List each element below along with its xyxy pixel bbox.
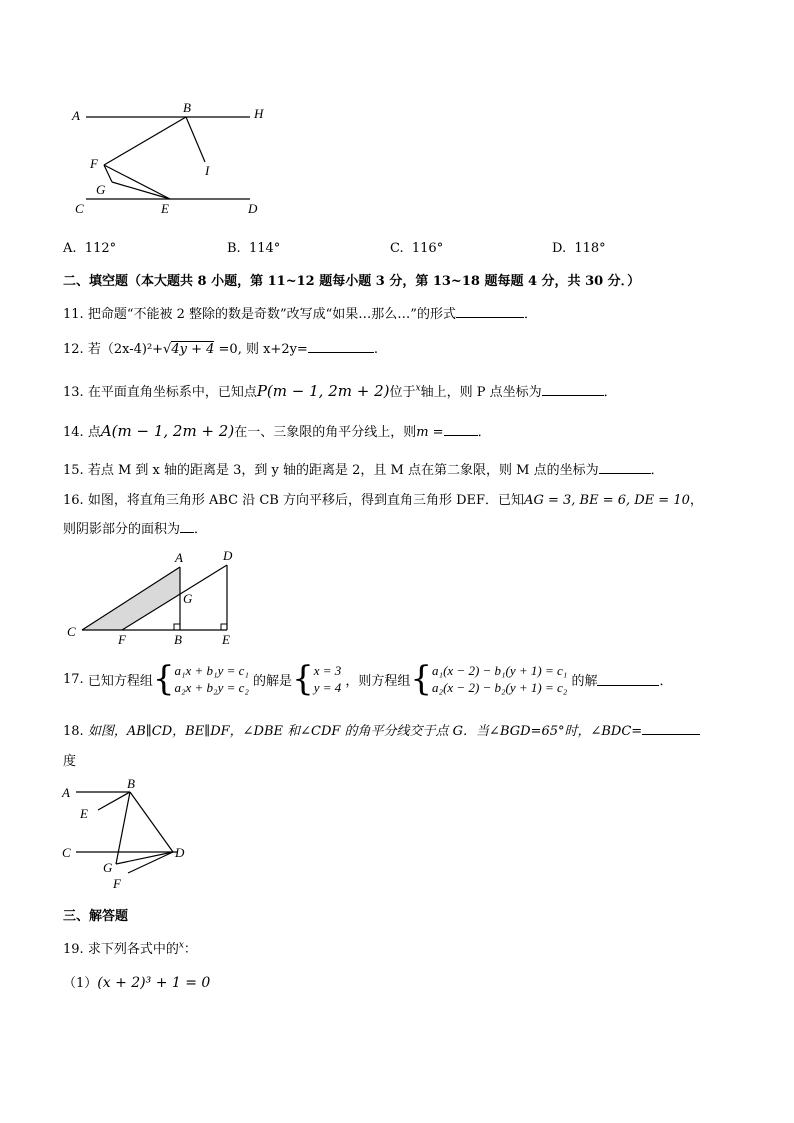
question-14: 14. 点A(m − 1, 2m + 2)在一、三象限的角平分线上，则m = ． [63, 422, 491, 440]
question-19-part1: （1）(x + 2)³ + 1 = 0 [63, 975, 211, 991]
fig3-label-F: F [113, 876, 121, 891]
fig3-label-A: A [62, 785, 70, 800]
fig3-label-B: B [127, 776, 135, 791]
question-16-line1: 16. 如图，将直角三角形 ABC 沿 CB 方向平移后，得到直角三角形 DEF．已知AG = 3, BE = 6, DE = 10， [63, 493, 703, 508]
section2-title: 二、填空题（本大题共 8 小题，第 11~12 题每小题 3 分，第 13~18 题每题 4 分，共 30 分．） [63, 274, 641, 289]
solution: x = 3 y = 4 [313, 663, 342, 695]
question-18-line2: 度 [63, 754, 77, 769]
fig2-label-F: F [118, 632, 126, 647]
fig1-label-A: A [72, 108, 80, 123]
question-12: 12. 若（2x-4)²+√4y + 4 =0, 则 x+2y= . [63, 342, 378, 357]
option-d[interactable]: D. 118° [552, 241, 606, 256]
answer-blank-11[interactable] [456, 305, 524, 318]
fig2-label-A: A [175, 550, 183, 565]
figure-translated-triangles [62, 548, 252, 648]
fig1-label-C: C [75, 201, 84, 216]
fig1-label-F: F [90, 156, 98, 171]
system-2: a₁(x − 2) − b₁(y + 1) = c₁ a₂(x − 2) − b₂(y + 1) = c₂ [432, 663, 568, 695]
answer-blank-14[interactable] [444, 423, 478, 436]
fig2-label-E: E [222, 632, 230, 647]
answer-blank-15[interactable] [599, 461, 651, 474]
answer-blank-16[interactable] [180, 520, 194, 533]
fig2-label-C: C [67, 624, 76, 639]
question-18-line1: 18. 如图，AB∥CD，BE∥DF，∠DBE 和∠CDF 的角平分线交于点 G．当∠BGD=65°时，∠BDC= [63, 720, 700, 739]
question-11: 11. 把命题“不能被 2 整除的数是奇数”改写成“如果…那么…”的形式 ． [63, 307, 537, 322]
question-16-line2: 则阴影部分的面积为 ． [63, 522, 208, 537]
answer-blank-12[interactable] [308, 340, 374, 353]
option-c[interactable]: C. 116° [390, 241, 444, 256]
fig1-label-G: G [96, 182, 106, 197]
sqrt-sign: √ [163, 342, 172, 357]
answer-blank-13[interactable] [542, 383, 604, 396]
fig1-label-E: E [161, 201, 169, 216]
fig1-label-D: D [248, 201, 258, 216]
system-1: a₁x + b₁y = c₁ a₂x + b₂y = c₂ [174, 663, 249, 695]
section3-title: 三、解答题 [63, 909, 129, 924]
fig3-label-E: E [80, 806, 88, 821]
answer-blank-17[interactable] [597, 673, 659, 686]
fig3-label-C: C [62, 845, 71, 860]
fig1-label-I: I [205, 163, 210, 178]
fig1-label-B: B [183, 100, 191, 115]
fig2-label-B: B [174, 632, 182, 647]
fig2-label-G: G [183, 591, 193, 606]
question-17: 17. 已知方程组 { a₁x + b₁y = c₁ a₂x + b₂y = c₂ 的解是 { x = 3 y = 4 ，则方程组 { a₁(x − 2) − b₁(y + 1) = c₁ a₂(x − 2) − b₂(y + 1) = c₂ 的解 ． [63, 659, 673, 699]
question-15: 15. 若点 M 到 x 轴的距离是 3，到 y 轴的距离是 2，且 M 点在第二象限，则 M 点的坐标为 ． [63, 463, 664, 478]
answer-blank-18[interactable] [642, 722, 700, 735]
question-19: 19. 求下列各式中的$^x$： [63, 940, 197, 957]
fig3-label-D: D [175, 845, 185, 860]
fig1-label-H: H [254, 106, 264, 121]
option-b[interactable]: B. 114° [227, 241, 281, 256]
option-a[interactable]: A. 112° [63, 241, 117, 256]
fig3-label-G: G [103, 860, 113, 875]
figure-parallel-lines-1 [60, 98, 280, 223]
figure-parallel-lines-2 [58, 776, 203, 894]
fig2-label-D: D [223, 548, 233, 563]
question-13: 13. 在平面直角坐标系中，已知点P(m − 1, 2m + 2)位于$^x$轴上，则 P 点坐标为 ． [63, 382, 617, 400]
